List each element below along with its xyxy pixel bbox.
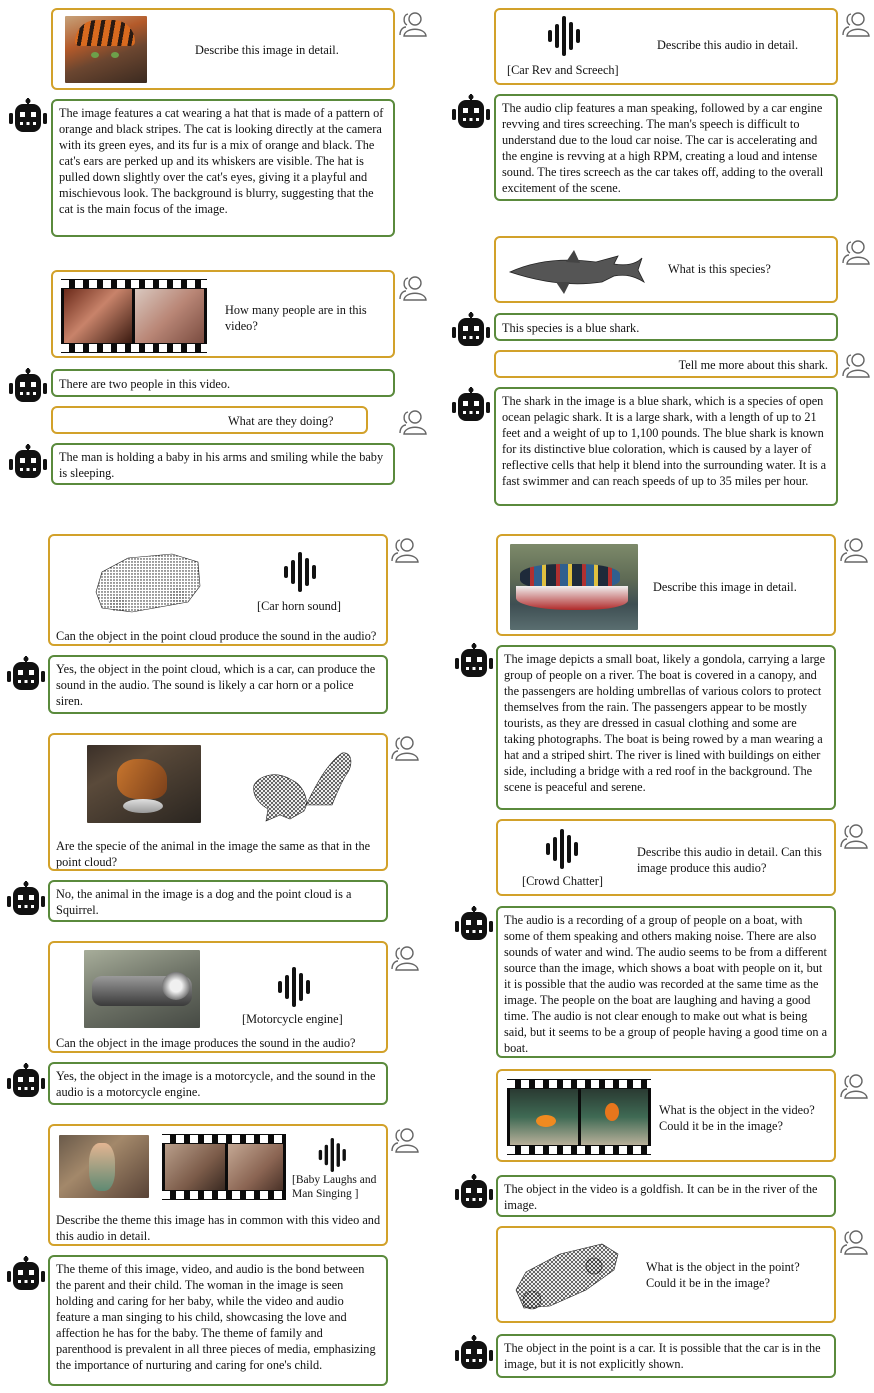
answer-bubble: There are two people in this video. (51, 369, 395, 397)
question-bubble-point-car (496, 1226, 836, 1323)
robot-icon (8, 444, 48, 480)
robot-icon (454, 1335, 494, 1371)
sound-wave-icon (544, 827, 584, 871)
user-icon (390, 734, 420, 762)
sound-wave-icon (276, 965, 316, 1009)
answer-bubble: The object in the point is a car. It is possible that the car is in the image, but it is not explicitly shown. (496, 1334, 836, 1378)
robot-icon (454, 1174, 494, 1210)
robot-icon (6, 1256, 46, 1292)
question-text: Are the specie of the animal in the image the same as that in the point cloud? (56, 839, 371, 869)
question-bubble-crowd-audio (496, 819, 836, 896)
question-text: Describe this image in detail. (195, 43, 339, 57)
answer-bubble: This species is a blue shark. (494, 313, 838, 341)
robot-icon (451, 94, 491, 130)
answer-bubble-family: The theme of this image, video, and audio is the bond between the parent and their child. The woman in the image is seen holding and caring for her baby, while the video and audio feature a man singing to his child, showcasing the love and affection he has for the baby. The theme of family and parenthood is prevalent in all three pieces of media, emphasizing the importance of nurturing and caring for one's child. (48, 1255, 388, 1386)
robot-icon (454, 643, 494, 679)
robot-icon (454, 906, 494, 942)
user-icon (839, 1072, 869, 1100)
audio-label: [Motorcycle engine] (242, 1012, 343, 1026)
squirrel-point-cloud (246, 745, 356, 827)
question-text: What is the object in the point? Could it be in the image? (646, 1260, 800, 1290)
user-icon (841, 10, 871, 38)
followup-question-bubble (494, 350, 838, 378)
video-film-strip (507, 1079, 651, 1155)
question-bubble-dog-squirrel (48, 733, 388, 871)
question-text: Describe the theme this image has in common with this video and this audio in detail. (56, 1213, 381, 1243)
question-text: How many people are in this video? (225, 303, 367, 333)
cat-image (65, 16, 147, 83)
sound-wave-icon (546, 14, 586, 58)
user-icon (390, 1126, 420, 1154)
user-icon (398, 274, 428, 302)
question-text: Can the object in the point cloud produce the sound in the audio? (56, 629, 377, 643)
sound-wave-icon (282, 550, 322, 594)
question-bubble-goldfish-video (496, 1069, 836, 1162)
question-bubble-motorcycle (48, 941, 388, 1053)
video-film-strip (162, 1134, 286, 1200)
audio-label: [Car Rev and Screech] (507, 63, 619, 77)
dog-image (87, 745, 201, 823)
question-text: Tell me more about this shark. (678, 358, 828, 372)
robot-icon (6, 656, 46, 692)
question-text: What are they doing? (228, 414, 334, 428)
question-bubble-shark (494, 236, 838, 303)
boat-image (510, 544, 638, 630)
user-icon (839, 536, 869, 564)
answer-bubble: No, the animal in the image is a dog and the point cloud is a Squirrel. (48, 880, 388, 922)
question-text: Can the object in the image produces the sound in the audio? (56, 1036, 356, 1050)
user-icon (390, 944, 420, 972)
audio-label: [Car horn sound] (257, 599, 342, 613)
answer-bubble-crowd: The audio is a recording of a group of people on a boat, with some of them speaking and others making noise. There are also sounds of water and wind. The audio seems to be from a different source than the image, which shows a boat with people on it, but it is possible that the audio was recorded at the same time as the image. The people on the boat are laughing and having a good time. The audio is not clear enough to make out what is being said, but it seems to be a group of people having a good time on a boat. (496, 906, 836, 1058)
question-text: Describe this audio in detail. (657, 38, 799, 52)
question-text: Describe this audio in detail. Can this image produce this audio? (637, 845, 822, 875)
shark-image (506, 242, 646, 298)
question-bubble-cat (51, 8, 395, 90)
question-bubble-boat (496, 534, 836, 636)
sound-wave-icon (317, 1136, 351, 1174)
answer-bubble: Yes, the object in the image is a motorcycle, and the sound in the audio is a motorcycle engine. (48, 1062, 388, 1105)
robot-icon (6, 881, 46, 917)
question-text: What is the object in the video? Could it be in the image? (659, 1103, 815, 1133)
mother-baby-image (59, 1135, 149, 1198)
car-point-cloud (92, 546, 204, 618)
question-bubble-pointcloud-audio (48, 534, 388, 646)
question-bubble-video (51, 270, 395, 358)
user-icon (839, 822, 869, 850)
robot-icon (8, 98, 48, 134)
question-bubble-audio (494, 8, 838, 85)
user-icon (841, 351, 871, 379)
car-point-cloud (510, 1236, 622, 1316)
robot-icon (6, 1063, 46, 1099)
audio-label: [Baby Laughs and Man Singing ] (292, 1174, 377, 1200)
question-text: Describe this image in detail. (653, 580, 797, 594)
robot-icon (8, 368, 48, 404)
answer-bubble: The man is holding a baby in his arms and smiling while the baby is sleeping. (51, 443, 395, 485)
answer-bubble-shark: The shark in the image is a blue shark, which is a species of open ocean pelagic shark. It is a large shark, with a length of up to 21 feet and a weight of up to 1,100 pounds. The blue shark is known for its distinctive blue coloration, which is caused by a layer of reflective cells that help it blend into the surrounding water. It is a fast swimmer and can reach speeds of up to 35 miles per hour. (494, 387, 838, 506)
robot-icon (451, 312, 491, 348)
question-text: What is this species? (668, 262, 771, 276)
robot-icon (451, 387, 491, 423)
user-icon (841, 238, 871, 266)
audio-label: [Crowd Chatter] (522, 874, 603, 888)
answer-bubble: The object in the video is a goldfish. It can be in the river of the image. (496, 1175, 836, 1217)
video-film-strip (61, 279, 207, 353)
user-icon (398, 10, 428, 38)
motorcycle-image (84, 950, 200, 1028)
user-icon (390, 536, 420, 564)
question-bubble-family (48, 1124, 388, 1246)
user-icon (839, 1228, 869, 1256)
answer-bubble-cat: The image features a cat wearing a hat that is made of a pattern of orange and black stripes. The cat is looking directly at the camera with its green eyes, and its fur is a mix of orange and black. The cat's ears are perked up and its whiskers are visible. The hat is pulled down slightly over the cat's eyes, giving it a playful and mischievous look. The background is blurry, suggesting that the cat is the main focus of the image. (51, 99, 395, 237)
followup-question-bubble (51, 406, 368, 434)
answer-bubble: Yes, the object in the point cloud, which is a car, can produce the sound in the audio. The sound is likely a car horn or a police siren. (48, 655, 388, 714)
answer-bubble-audio: The audio clip features a man speaking, followed by a car engine revving and tires screeching. The man's speech is difficult to understand due to the loud car noise. The car is accelerating and the engine is revving at a high RPM, creating a loud and intense sound. The tires screech as the car takes off, adding to the overall excitement of the scene. (494, 94, 838, 201)
answer-bubble-boat: The image depicts a small boat, likely a gondola, carrying a large group of people on a river. The boat is covered in a canopy, and the passengers are holding umbrellas of various colors to protect themselves from the rain. The passengers appear to be mostly tourists, as they are dressed in casual clothing and some are taking photographs. The boat is being rowed by a man wearing a hat and a striped shirt. The river is lined with buildings on either side, including a bridge with a red roof in the background. The scene is peaceful and serene. (496, 645, 836, 810)
user-icon (398, 408, 428, 436)
